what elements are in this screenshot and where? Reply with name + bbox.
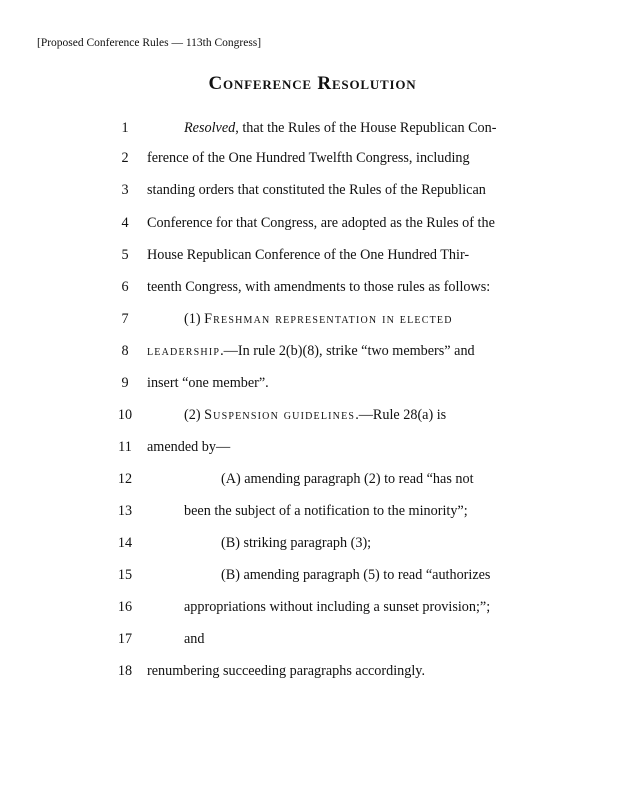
line-text: ference of the One Hundred Twelfth Congress, including bbox=[147, 150, 470, 166]
line-text: (A) amending paragraph (2) to read “has not bbox=[221, 471, 474, 487]
text-line bbox=[0, 373, 625, 393]
text-line bbox=[0, 501, 625, 521]
line-text: appropriations without including a sunset provision;”; bbox=[184, 599, 491, 615]
line-number: 15 bbox=[117, 567, 133, 583]
line-number: 8 bbox=[121, 343, 129, 359]
section-heading: Freshman representation in elected bbox=[204, 311, 453, 327]
text-line bbox=[0, 277, 625, 297]
line-number: 14 bbox=[117, 535, 133, 551]
text-line bbox=[0, 533, 625, 553]
line-text: leadership.—In rule 2(b)(8), strike “two members” and bbox=[147, 343, 475, 359]
text-line bbox=[0, 661, 625, 681]
line-number: 18 bbox=[117, 663, 133, 679]
text-line bbox=[0, 245, 625, 265]
text-line bbox=[0, 341, 625, 361]
line-text: (B) amending paragraph (5) to read “authorizes bbox=[221, 567, 491, 583]
line-text: House Republican Conference of the One Hundred Thir- bbox=[147, 247, 470, 263]
line-number: 6 bbox=[121, 279, 129, 295]
section-heading: Suspension guidelines bbox=[204, 407, 356, 423]
line-text: (1) Freshman representation in elected bbox=[184, 311, 453, 327]
line-text: standing orders that constituted the Rules of the Republican bbox=[147, 182, 486, 198]
line-number: 1 bbox=[121, 120, 129, 136]
text-line bbox=[0, 437, 625, 457]
section-heading: leadership bbox=[147, 343, 221, 359]
document-title: Conference Resolution bbox=[208, 73, 417, 94]
text-line bbox=[0, 213, 625, 233]
line-text: amended by— bbox=[147, 439, 231, 455]
line-number: 3 bbox=[121, 182, 129, 198]
line-text: Conference for that Congress, are adopted as the Rules of the bbox=[147, 215, 495, 231]
line-number: 13 bbox=[117, 503, 133, 519]
text-line bbox=[0, 469, 625, 489]
line-number: 9 bbox=[121, 375, 129, 391]
line-text: renumbering succeeding paragraphs accordingly. bbox=[147, 663, 425, 679]
line-number: 2 bbox=[121, 150, 129, 166]
line-text: teenth Congress, with amendments to those rules as follows: bbox=[147, 279, 491, 295]
line-number: 5 bbox=[121, 247, 129, 263]
line-number: 11 bbox=[118, 439, 132, 455]
line-number: 17 bbox=[117, 631, 133, 647]
line-text: (B) striking paragraph (3); bbox=[221, 535, 372, 551]
text-line bbox=[0, 118, 625, 138]
text-line bbox=[0, 309, 625, 329]
text-line bbox=[0, 405, 625, 425]
line-number: 16 bbox=[117, 599, 133, 615]
line-number: 4 bbox=[121, 215, 129, 231]
page-header: [Proposed Conference Rules — 113th Congress] bbox=[37, 37, 262, 49]
text-line bbox=[0, 180, 625, 200]
text-line bbox=[0, 148, 625, 168]
line-text: (2) Suspension guidelines.—Rule 28(a) is bbox=[184, 407, 447, 423]
line-number: 12 bbox=[117, 471, 133, 487]
line-number: 7 bbox=[121, 311, 129, 327]
line-text: Resolved, that the Rules of the House Republican Con- bbox=[184, 120, 497, 136]
line-number: 10 bbox=[117, 407, 133, 423]
text-line bbox=[0, 597, 625, 617]
text-line bbox=[0, 565, 625, 585]
resolved-term: Resolved bbox=[184, 120, 236, 136]
line-text: and bbox=[184, 631, 205, 647]
text-line bbox=[0, 629, 625, 649]
line-text: insert “one member”. bbox=[147, 375, 269, 391]
line-text: been the subject of a notification to the minority”; bbox=[184, 503, 468, 519]
